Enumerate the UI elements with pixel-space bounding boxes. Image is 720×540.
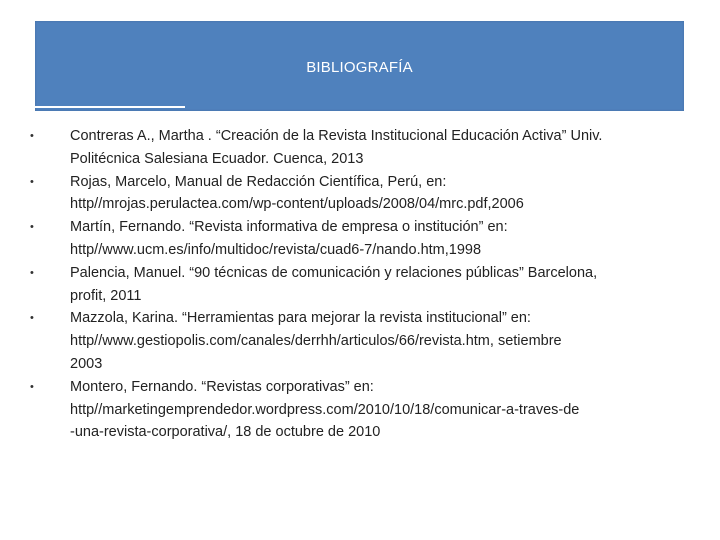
list-item xyxy=(30,307,690,375)
bullet-icon: • xyxy=(30,130,34,142)
reference-line: http//www.ucm.es/info/multidoc/revista/cuad6-7/nando.htm,1998 xyxy=(70,241,482,258)
reference-line: Rojas, Marcelo, Manual de Redacción Científica, Perú, en: xyxy=(70,173,447,190)
reference-line: http//mrojas.perulactea.com/wp-content/uploads/2008/04/mrc.pdf,2006 xyxy=(70,196,524,213)
bullet-icon: • xyxy=(30,221,34,234)
reference-line: Palencia, Manuel. “90 técnicas de comunicación y relaciones públicas” Barcelona, xyxy=(70,264,598,281)
title-underline-divider xyxy=(35,106,185,108)
bullet-icon: • xyxy=(30,380,34,393)
list-item xyxy=(30,171,690,217)
reference-line: 2003 xyxy=(70,355,103,372)
bullet-icon: • xyxy=(30,266,34,279)
reference-line: -una-revista-corporativa/, 18 de octubre de 2010 xyxy=(70,424,381,441)
list-item xyxy=(30,125,690,171)
reference-line: http//marketingemprendedor.wordpress.com/2010/10/18/comunicar-a-traves-de xyxy=(70,401,580,418)
bullet-icon: • xyxy=(30,312,34,325)
reference-line: http//www.gestiopolis.com/canales/derrhh/articulos/66/revista.htm, setiembre xyxy=(70,333,562,350)
title-banner xyxy=(35,21,684,111)
reference-line: Martín, Fernando. “Revista informativa de empresa o institución” en: xyxy=(70,219,508,236)
bibliography-list xyxy=(30,125,690,444)
reference-line: Mazzola, Karina. “Herramientas para mejorar la revista institucional” en: xyxy=(70,310,531,327)
list-item xyxy=(30,262,690,308)
reference-line: profit, 2011 xyxy=(70,287,142,304)
reference-line: Contreras A., Martha . “Creación de la Revista Institucional Educación Activa” Univ. xyxy=(70,128,603,144)
bullet-icon: • xyxy=(30,175,34,188)
list-item xyxy=(30,216,690,262)
page-title: BIBLIOGRAFÍA xyxy=(306,59,413,76)
reference-line: Montero, Fernando. “Revistas corporativas” en: xyxy=(70,378,374,395)
list-item xyxy=(30,376,690,444)
reference-line: Politécnica Salesiana Ecuador. Cuenca, 2013 xyxy=(70,150,364,167)
